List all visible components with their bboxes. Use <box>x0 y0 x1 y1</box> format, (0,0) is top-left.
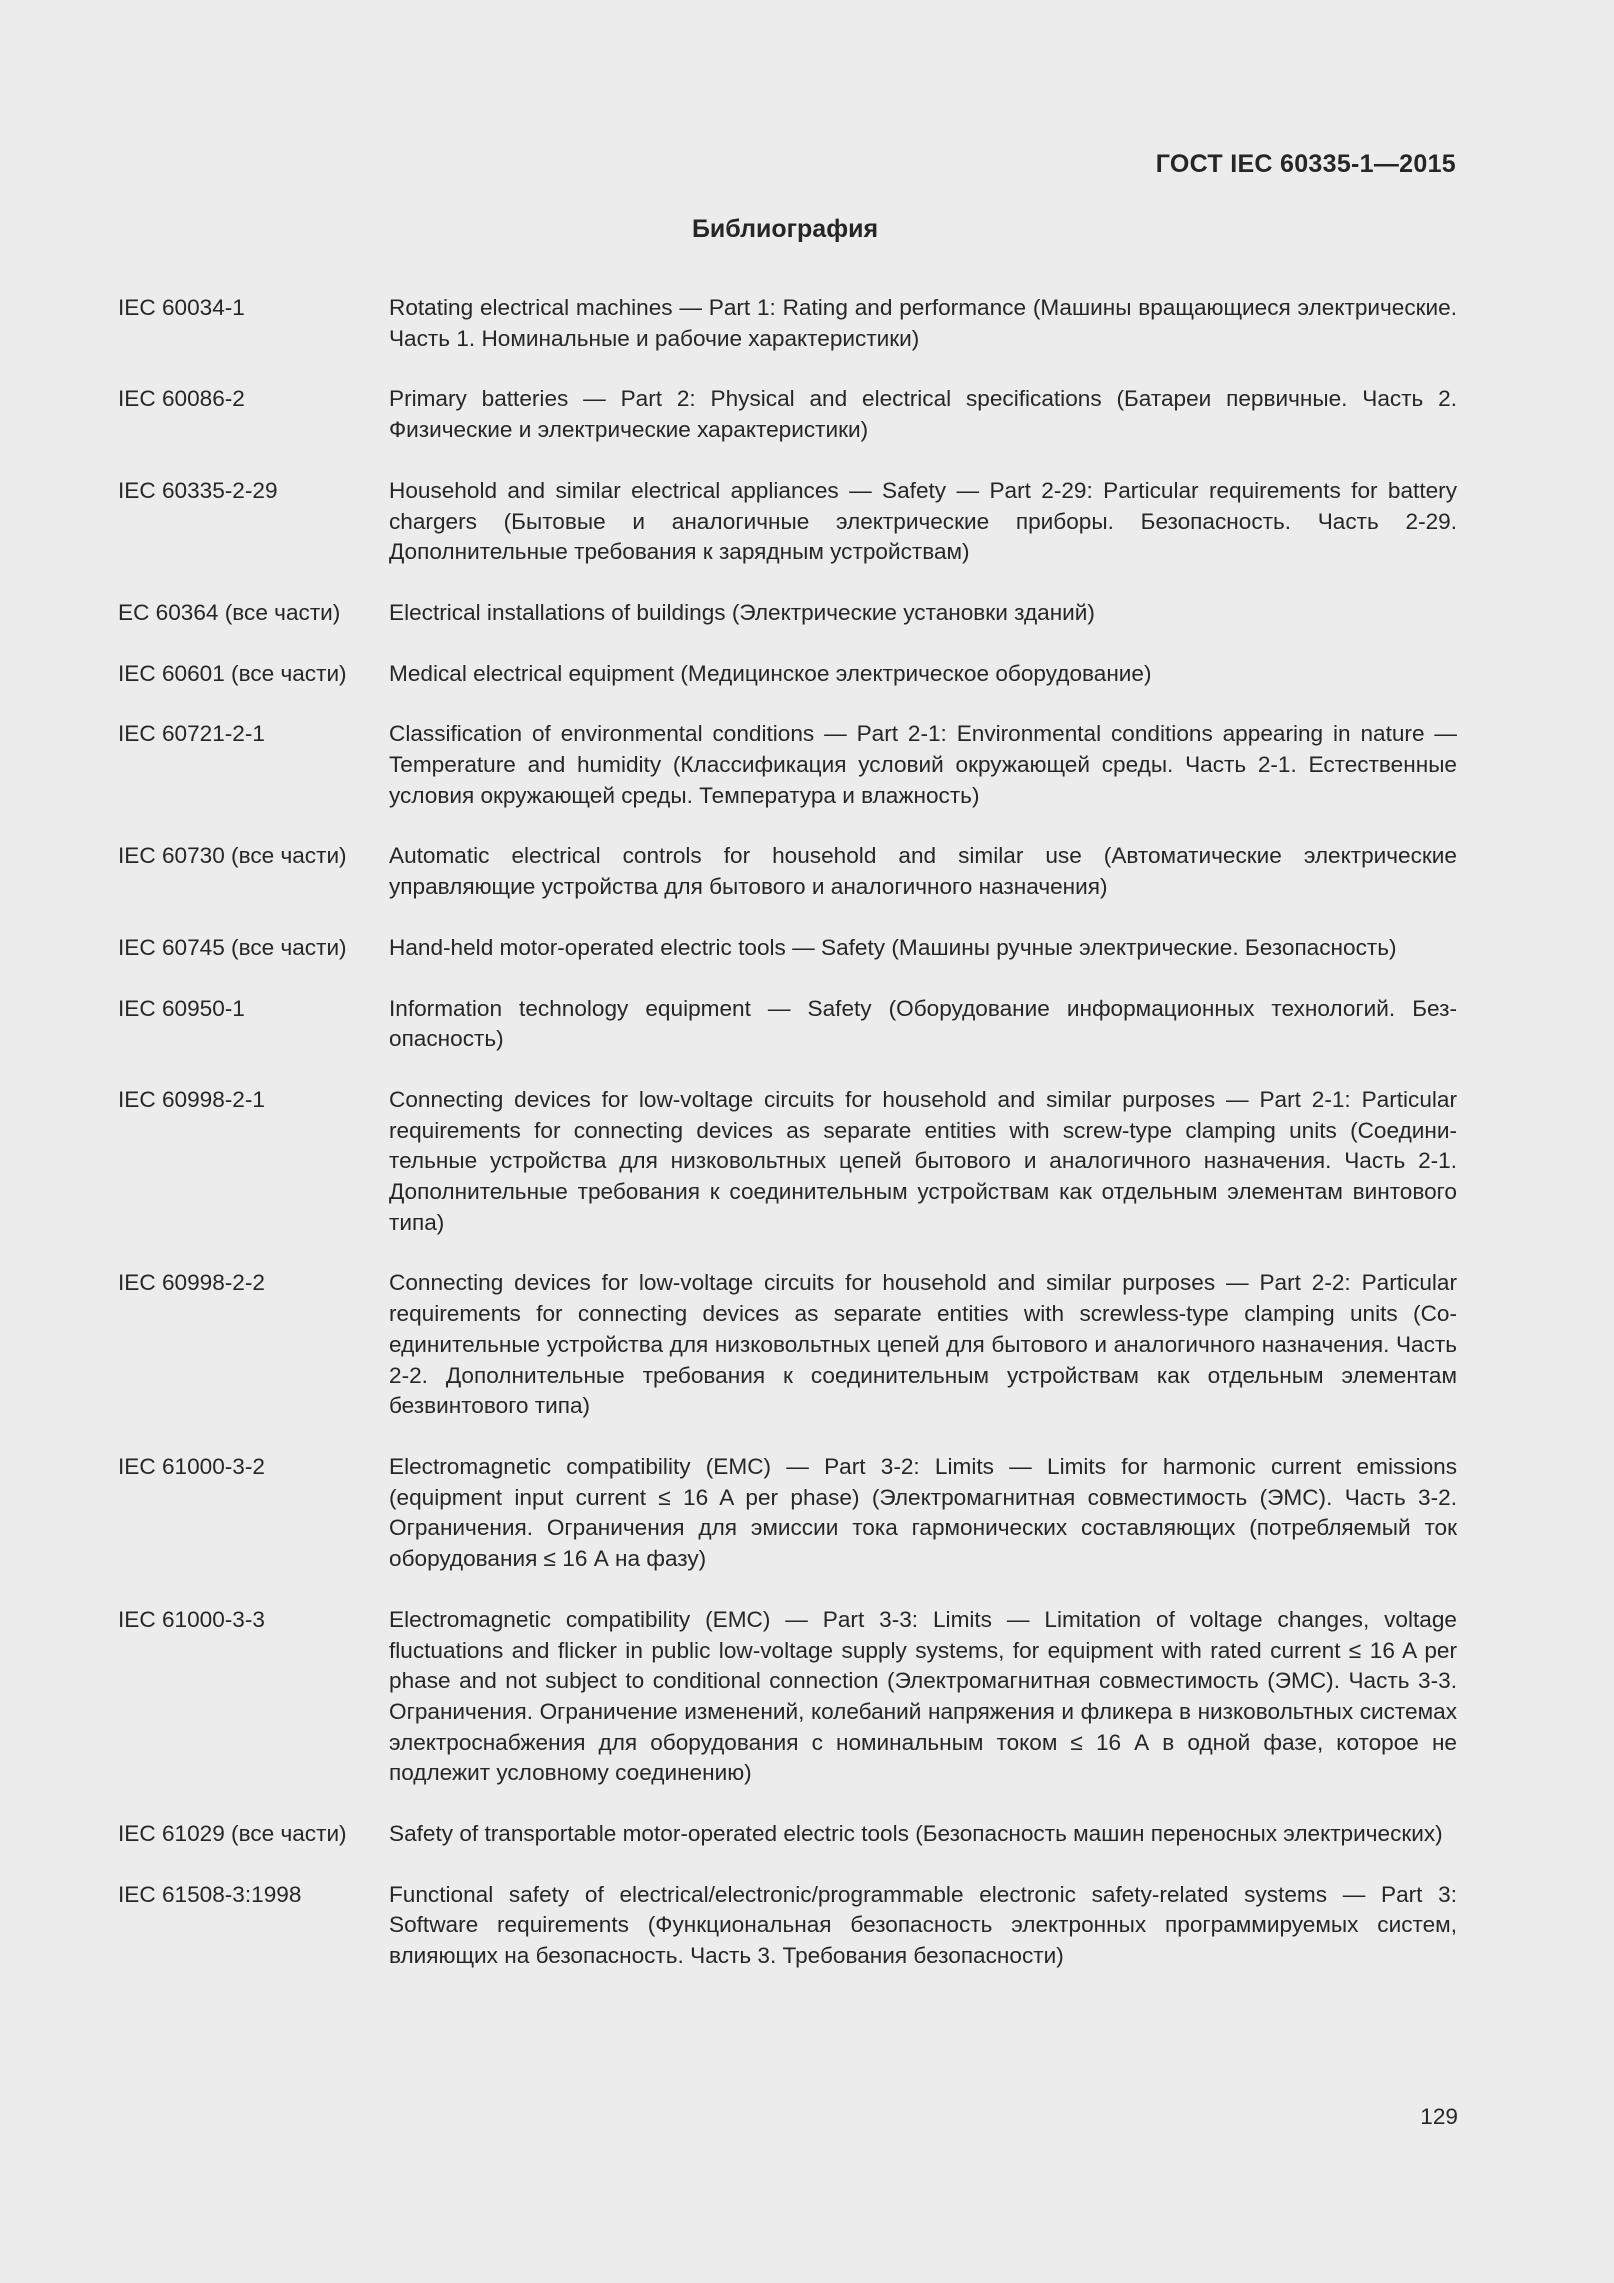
bibliography-entry <box>118 598 1457 629</box>
bibliography-entry <box>118 476 1457 568</box>
bibliography-entry <box>118 659 1457 690</box>
standard-reference: IEC 61029 (все части) <box>118 1821 347 1847</box>
bibliography-entry <box>118 1085 1457 1239</box>
standard-description: Primary batteries — Part 2: Physical and electrical specifications (Батареи первичные. Часть 2. Физические и электрические характеристики) <box>389 386 1457 443</box>
standard-reference: IEC 60998-2-1 <box>118 1086 265 1112</box>
standard-reference: IEC 60950-1 <box>118 995 245 1021</box>
standard-reference: IEC 60335-2-29 <box>118 477 278 503</box>
page-title: Библиография <box>691 215 879 243</box>
bibliography-entry <box>118 1268 1457 1422</box>
standard-reference: IEC 60721-2-1 <box>118 721 265 747</box>
standard-reference: IEC 60601 (все части) <box>118 660 347 686</box>
standard-description: Connecting devices for low-voltage circuits for household and similar purposes — Part 2-2: Particular requirements for connecting devices as separate entities with screwless-type clamping units (Соединительные устройства для низковольтных цепей для бытового и аналогичного назначения. Часть 2-2. Дополнительные требования к соединительным устройствам как отдельным элементам безвинтового типа) <box>389 1270 1457 1419</box>
standard-reference: EC 60364 (все части) <box>118 599 341 625</box>
standard-reference: IEC 61508-3:1998 <box>118 1881 302 1907</box>
standard-description: Electromagnetic compatibility (EMC) — Part 3-3: Limits — Limitation of voltage changes, voltage fluctuations and flicker in public low-voltage supply systems, for equipment with rated current ≤ 16 A per phase and not subject to conditional connection (Электромагнитная совместимость (ЭМС). Часть 3-3. Ограничения. Ограничение изменений, колебаний напряжения и фликера в низковольтных системах электроснабжения для оборудования с номинальным током ≤ 16 А в одной фазе, которое не подлежит условному соединению) <box>389 1606 1457 1786</box>
standard-description: Automatic electrical controls for household and similar use (Автоматические электрические управляющие устройства для бытового и аналогичного назначения) <box>389 843 1457 900</box>
bibliography-entry <box>118 293 1457 354</box>
bibliography-entry <box>118 1452 1457 1575</box>
page-number: 129 <box>1420 2104 1458 2129</box>
bibliography-entry <box>118 1819 1457 1850</box>
bibliography-entry <box>118 1605 1457 1789</box>
standard-reference: IEC 60086-2 <box>118 386 245 412</box>
standard-reference: IEC 60034-1 <box>118 295 245 320</box>
standard-designation: ГОСТ IEC 60335-1—2015 <box>1155 150 1456 178</box>
standard-description: Classification of environmental conditions — Part 2-1: Environmental conditions appearing in nature — Temperature and humidity (Классификация условий окружающей среды. Часть 2-1. Естественные условия окружающей среды. Температура и влажность) <box>389 721 1457 808</box>
bibliography-entry <box>118 994 1457 1055</box>
bibliography-entry <box>118 841 1457 902</box>
bibliography-entry <box>118 933 1457 964</box>
standard-description: Connecting devices for low-voltage circuits for household and similar purposes — Part 2-1: Particular requirements for connecting devices as separate entities with screw-type clamping units (Соединительные устройства для низковольтных цепей бытового и аналогичного назначения. Часть 2-1. Дополнительные требования к соединительным устройствам как отдельным элементам винтового типа) <box>389 1086 1457 1235</box>
bibliography-list <box>118 293 1457 1972</box>
bibliography-entry <box>118 384 1457 445</box>
standard-description: Medical electrical equipment (Медицинское электрическое оборудование) <box>389 660 1152 686</box>
standard-reference: IEC 60745 (все части) <box>118 934 347 960</box>
standard-reference: IEC 60730 (все части) <box>118 843 347 869</box>
bibliography-entry <box>118 1880 1457 1972</box>
standard-description: Hand-held motor-operated electric tools — Safety (Машины ручные электрические. Безопасность) <box>389 934 1397 960</box>
standard-description: Electromagnetic compatibility (EMC) — Part 3-2: Limits — Limits for harmonic current emissions (equipment input current ≤ 16 A per phase) (Электромагнитная совместимость (ЭМС). Часть 3-2. Ограничения. Ограничения для эмиссии тока гармонических составляющих (потребляемый ток оборудования ≤ 16 А на фазу) <box>389 1453 1457 1572</box>
standard-description: Information technology equipment — Safety (Оборудование информационных технологий. Безопасность) <box>389 995 1457 1052</box>
standard-description: Rotating electrical machines — Part 1: Rating and performance (Машины вращающиеся электрические. Часть 1. Номинальные и рабочие характеристики) <box>389 295 1457 351</box>
standard-description: Electrical installations of buildings (Электрические установки зданий) <box>389 599 1095 625</box>
bibliography-entry <box>118 719 1457 811</box>
standard-description: Safety of transportable motor-operated electric tools (Безопасность машин переносных электрических) <box>389 1821 1443 1847</box>
standard-reference: IEC 61000-3-3 <box>118 1606 265 1632</box>
standard-reference: IEC 61000-3-2 <box>118 1453 265 1479</box>
standard-description: Household and similar electrical appliances — Safety — Part 2-29: Particular requirements for battery chargers (Бытовые и аналогичные электрические приборы. Безопасность. Часть 2-29. Дополнительные требования к зарядным устройствам) <box>389 477 1457 565</box>
standard-reference: IEC 60998-2-2 <box>118 1270 265 1296</box>
standard-description: Functional safety of electrical/electronic/programmable electronic safety-related systems — Part 3: Software requirements (Функциональная безопасность электронных программируемых систем, влияющих на безопасность. Часть 3. Требования безопасности) <box>389 1881 1457 1969</box>
